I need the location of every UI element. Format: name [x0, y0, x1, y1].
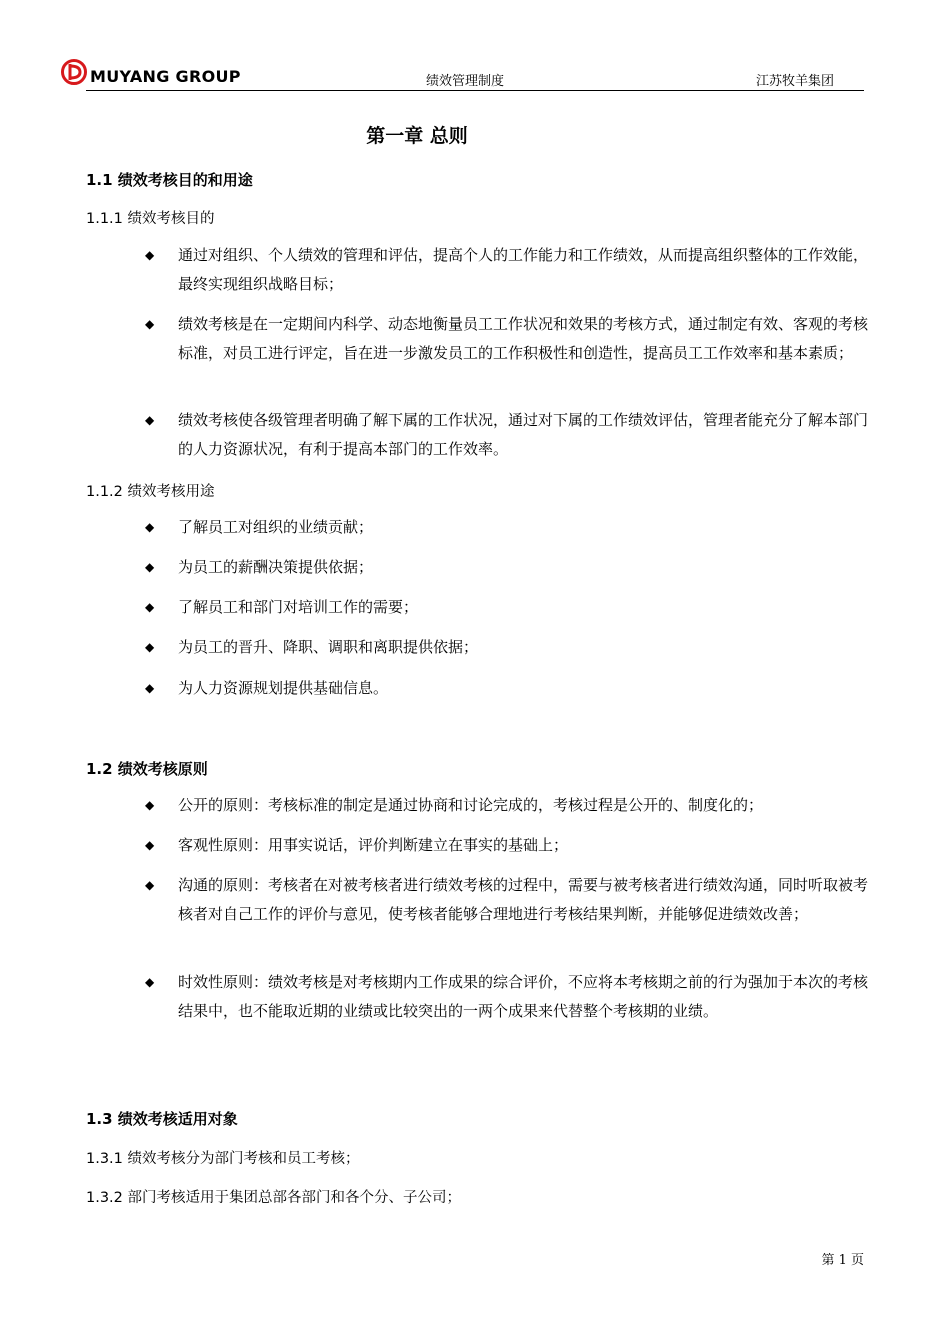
bullet-diamond-icon: ◆: [145, 878, 155, 892]
bullet-diamond-icon: ◆: [145, 600, 155, 614]
chapter-title: 第一章 总则: [366, 125, 468, 147]
bullet-diamond-icon: ◆: [145, 975, 155, 989]
muyang-logo-icon: [60, 58, 88, 86]
list-item-text: 了解员工和部门对培训工作的需要；: [178, 598, 419, 616]
bullet-diamond-icon: ◆: [145, 248, 155, 262]
list-item: [145, 831, 865, 860]
bullet-diamond-icon: ◆: [145, 838, 155, 852]
list-item-text: 为员工的薪酬决策提供依据；: [178, 558, 374, 576]
list-item: [145, 241, 869, 299]
bullet-diamond-icon: ◆: [145, 413, 155, 427]
list-item: [145, 968, 869, 1055]
bullet-diamond-icon: ◆: [145, 520, 155, 534]
paragraph-1-3-1: 1.3.1 绩效考核分为部门考核和员工考核；: [86, 1151, 360, 1167]
bullet-diamond-icon: ◆: [145, 640, 155, 654]
list-item: [145, 310, 869, 397]
list-item-text: 为人力资源规划提供基础信息。: [178, 679, 389, 697]
list-item: [145, 593, 865, 622]
bullet-diamond-icon: ◆: [145, 798, 155, 812]
list-item: [145, 871, 869, 958]
subsection-heading-1-1-2: 1.1.2 绩效考核用途: [86, 484, 215, 500]
section-heading-1-1: 1.1 绩效考核目的和用途: [86, 171, 253, 189]
list-item-text: 客观性原则：用事实说话，评价判断建立在事实的基础上；: [178, 836, 569, 854]
subsection-heading-1-1-1: 1.1.1 绩效考核目的: [86, 211, 215, 227]
page-number: 第 1 页: [821, 1253, 864, 1268]
document-title: 绩效管理制度: [426, 74, 505, 89]
list-item-text: 公开的原则：考核标准的制定是通过协商和讨论完成的，考核过程是公开的、制度化的；: [178, 796, 764, 814]
list-item: [145, 674, 865, 703]
list-item: [145, 553, 865, 582]
list-item-text: 为员工的晋升、降职、调职和离职提供依据；: [178, 638, 479, 656]
list-item: [145, 513, 865, 542]
bullet-diamond-icon: ◆: [145, 317, 155, 331]
list-item: [145, 633, 865, 662]
list-item-text: 时效性原则：绩效考核是对考核期内工作成果的综合评价，不应将本考核期之前的行为强加于本次的考核结果中，也不能取近期的业绩或比较突出的一两个成果来代替整个考核期的业绩。: [178, 973, 869, 1020]
list-item-text: 通过对组织、个人绩效的管理和评估，提高个人的工作能力和工作绩效，从而提高组织整体的工作效能，最终实现组织战略目标；: [178, 246, 869, 293]
list-item-text: 了解员工对组织的业绩贡献；: [178, 518, 374, 536]
list-item-text: 绩效考核是在一定期间内科学、动态地衡量员工工作状况和效果的考核方式，通过制定有效、客观的考核标准，对员工进行评定，旨在进一步激发员工的工作积极性和创造性，提高员工工作效率和基本素质；: [178, 315, 869, 362]
bullet-diamond-icon: ◆: [145, 681, 155, 695]
logo-text: MUYANG GROUP: [90, 67, 241, 86]
list-item-text: 绩效考核使各级管理者明确了解下属的工作状况，通过对下属的工作绩效评估，管理者能充分了解本部门的人力资源状况，有利于提高本部门的工作效率。: [178, 411, 869, 458]
section-heading-1-2: 1.2 绩效考核原则: [86, 760, 208, 778]
bullet-diamond-icon: ◆: [145, 560, 155, 574]
page-header: [86, 58, 864, 91]
company-name: 江苏牧羊集团: [755, 74, 834, 89]
list-item: [145, 406, 869, 464]
list-item-text: 沟通的原则：考核者在对被考核者进行绩效考核的过程中，需要与被考核者进行绩效沟通，同时听取被考核者对自己工作的评价与意见，使考核者能够合理地进行考核结果判断，并能够促进绩效改善；: [178, 876, 869, 923]
list-item: [145, 791, 865, 820]
paragraph-1-3-2: 1.3.2 部门考核适用于集团总部各部门和各个分、子公司；: [86, 1190, 462, 1206]
section-heading-1-3: 1.3 绩效考核适用对象: [86, 1110, 238, 1128]
